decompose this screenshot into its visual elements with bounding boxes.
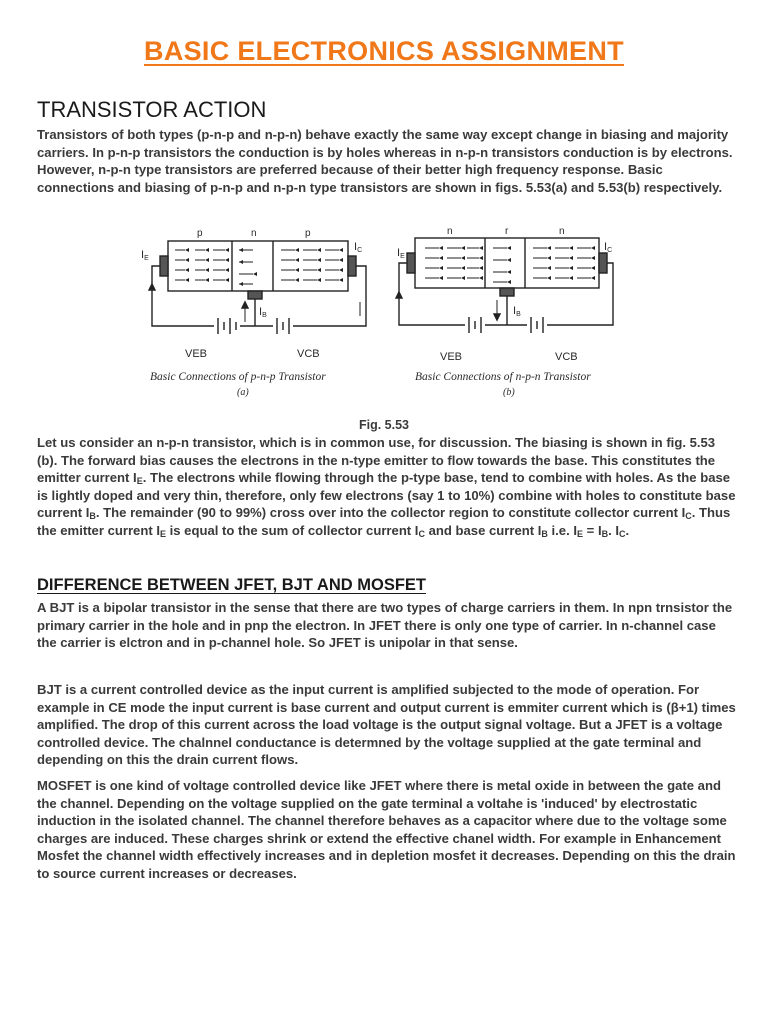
pnp-region-collector: p (305, 228, 311, 239)
paragraph-transistor-intro: Transistors of both types (p-n-p and n-p-n) behave exactly the same way except change in biasing and majority carriers. In p-n-p transistors the conduction is by holes whereas in n-p-n transistors conduction is by electrons. However, n-p-n type transistors are preferred because of their better high frequency response. Basic connections and biasing of p-n-p and n-p-n type transistors are shown in figs. 5.53(a) and 5.53(b) respectively. (37, 127, 733, 195)
pnp-ib-label: I (259, 306, 263, 318)
svg-text:IB: IB (513, 305, 521, 318)
svg-text:IE: IE (141, 249, 149, 262)
transistor-figure (135, 222, 615, 412)
paragraph-mosfet: MOSFET is one kind of voltage controlled device like JFET where there is metal oxide in between the gate and the channel. Depending on the voltage supplied on the gate terminal a voltahe is 'induced' by electrostatic induction in the isolated channel. The channel therefore behaves as a capacitor where due to the voltage some charges are induced. These charges shrink or extend the effective chanel width. For example in Enhancement Mosfet the channel width effectively increases and in depletion mosfet it decreases. Depending on this the drain to source current increases or decreases. (37, 778, 736, 881)
npn-diagram (396, 238, 613, 333)
pnp-vcb-label: VCB (297, 348, 320, 360)
pnp-ie-label: I (141, 249, 145, 261)
section-heading-transistor-action: TRANSISTOR ACTION (37, 97, 267, 122)
svg-text:IB: IB (259, 306, 267, 319)
document-title: BASIC ELECTRONICS ASSIGNMENT (144, 36, 624, 66)
pnp-region-emitter: p (197, 228, 203, 239)
paragraph-bjt-bipolar: A BJT is a bipolar transistor in the sense that there are two types of charge carriers in them. In npn trnsistor the primary carrier in the hole and in pnp the electron. In JFET there is only one type of carrier. In n-channel case the carrier is elctron and in p-channel hole. So JFET is unipolar in that sense. (37, 600, 733, 650)
npn-ib-label: I (513, 305, 517, 317)
svg-text:IC: IC (604, 241, 613, 254)
pnp-diagram (149, 241, 366, 334)
pnp-caption-sub: (a) (237, 387, 249, 398)
svg-text:IC: IC (354, 241, 363, 254)
paragraph-npn-discussion: Let us consider an n-p-n transistor, which is in common use, for discussion. The biasing is shown in fig. 5.53 (b). The forward bias causes the electrons in the n-type emitter to flow towards the base. This constitutes the emitter current $I_E$. The electrons while flowing through the p-type base, tend to combine with holes. As the base is lightly doped and very thin, therefore, only few electrons (say 1 to 10%) combine with holes to constitute base current $I_B$. The remainder (90 to 99%) cross over into the collector region to constitute collector current $I_C$. Thus the emitter current $I_E$ is equal to the sum of collector current $I_C$ and base current $I_B$ i.e. $I_E = I_B$. $I_C$. (37, 435, 736, 539)
npn-region-base: r (505, 226, 509, 237)
paragraph-bjt-current-control: BJT is a current controlled device as the input current is amplified subjected to the mode of operation. For example in CE mode the input current is base current and output current is emmiter current which is (β+1) times amplified. The drop of this current across the load voltage is the output signal voltage. But a JFET is a voltage controlled device. The chalnnel conductance is determned by the voltage supplied at the gate terminal and depending on this the drain current flows. (37, 682, 736, 767)
pnp-region-base: n (251, 228, 257, 239)
pnp-ic-label: I (354, 241, 358, 253)
npn-caption: Basic Connections of n-p-n Transistor (415, 371, 591, 383)
npn-vcb-label: VCB (555, 351, 578, 363)
npn-veb-label: VEB (440, 351, 463, 363)
pnp-caption: Basic Connections of p-n-p Transistor (150, 371, 326, 383)
svg-text:IE: IE (397, 247, 405, 260)
npn-caption-sub: (b) (503, 387, 515, 398)
npn-ic-label: I (604, 241, 608, 253)
npn-region-collector: n (559, 226, 565, 237)
npn-ie-label: I (397, 247, 401, 259)
npn-region-emitter: n (447, 226, 453, 237)
pnp-veb-label: VEB (185, 348, 208, 360)
section-heading-difference: DIFFERENCE BETWEEN JFET, BJT AND MOSFET (37, 576, 426, 594)
figure-label: Fig. 5.53 (358, 418, 410, 432)
